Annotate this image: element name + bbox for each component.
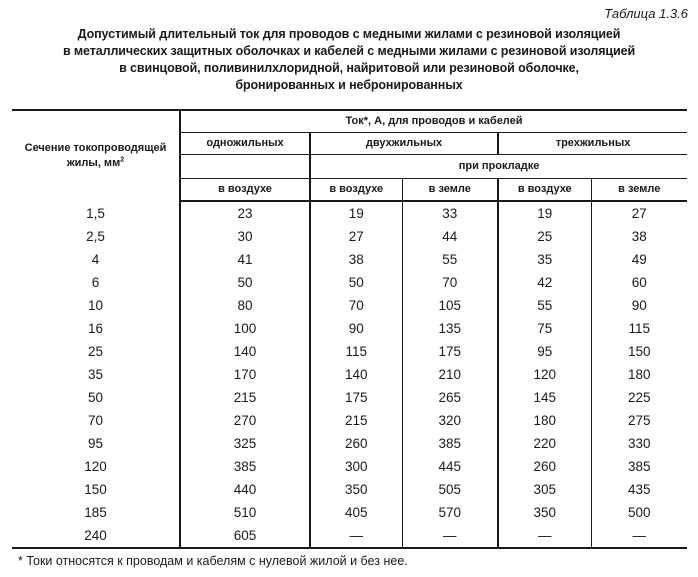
double-ground-cell: 210 [402,363,498,386]
single-air-cell: 50 [180,271,310,294]
double-ground-cell: 570 [402,501,498,524]
section-header-line1: Сечение токопроводящей [24,142,167,154]
single-air-cell: 270 [180,409,310,432]
section-cell: 10 [12,294,180,317]
section-cell: 4 [12,248,180,271]
double-air-cell: 115 [345,344,368,359]
section-cell: 50 [12,386,180,409]
footnote: * Токи относятся к проводам и кабелям с нулевой жилой и без нее. [12,548,687,573]
triple-air-cell: 145 [533,390,557,405]
double-ground-cell: — [402,524,498,548]
section-header-line2: жилы, мм [66,157,121,169]
double-ground-cell: 265 [402,386,498,409]
triple-ground-cell: 38 [591,225,687,248]
table-row [12,501,687,524]
double-air-cell: 300 [344,459,368,474]
table-row [12,248,687,271]
table-row [12,271,687,294]
table-row [12,294,687,317]
double-ground-cell: 55 [402,248,498,271]
section-cell: 25 [12,340,180,363]
table-title [0,26,698,94]
single-air-cell: 440 [180,478,310,501]
triple-in-ground-header: в земле [591,179,687,202]
section-cell: 120 [12,455,180,478]
section-cell: 185 [12,501,180,524]
table-row [12,432,687,455]
table-row [12,363,687,386]
table-row [12,317,687,340]
title-line: Допустимый длительный ток для проводов с медными жилами с резиновой изоляцией [77,27,621,41]
double-ground-cell: 33 [402,201,498,225]
laying-header: при прокладке [310,155,687,179]
single-air-cell: 385 [180,455,310,478]
table-row [12,455,687,478]
triple-air-cell: 42 [537,275,553,290]
section-cell: 150 [12,478,180,501]
single-air-cell: 30 [180,225,310,248]
double-air-cell: — [349,528,363,543]
double-core-header: двухжильных [310,133,498,155]
title-line: бронированных и небронированных [235,78,463,92]
triple-ground-cell: 330 [591,432,687,455]
single-air-cell: 100 [180,317,310,340]
double-air-cell: 19 [348,206,364,221]
double-air-cell: 140 [344,367,368,382]
triple-ground-cell: 435 [591,478,687,501]
triple-air-cell: 19 [537,206,553,221]
triple-ground-cell: 275 [591,409,687,432]
table-row [12,409,687,432]
double-ground-cell: 505 [402,478,498,501]
triple-air-cell: 35 [537,252,553,267]
double-ground-cell: 175 [402,340,498,363]
double-ground-cell: 44 [402,225,498,248]
section-cell: 2,5 [12,225,180,248]
triple-air-cell: 180 [533,413,557,428]
triple-air-cell: 75 [537,321,553,336]
double-air-cell: 350 [344,482,368,497]
triple-ground-cell: 150 [591,340,687,363]
single-air-cell: 510 [180,501,310,524]
double-air-cell: 405 [344,505,368,520]
triple-ground-cell: 115 [591,317,687,340]
section-cell: 6 [12,271,180,294]
current-rating-table [12,109,687,573]
triple-air-cell: 220 [533,436,557,451]
single-in-air-header: в воздухе [180,179,310,202]
triple-ground-cell: 500 [591,501,687,524]
triple-air-cell: 25 [537,229,553,244]
section-cell: 70 [12,409,180,432]
title-line: в металлических защитных оболочках и кабелей с медными жилами с резиновой изоляцией [62,44,636,58]
single-core-header: одножильных [180,133,310,155]
triple-ground-cell: 49 [591,248,687,271]
current-header: Ток*, А, для проводов и кабелей [180,110,687,133]
double-air-cell: 38 [348,252,364,267]
section-header [12,110,180,201]
triple-air-cell: — [538,528,552,543]
single-core-spacer [180,155,310,179]
table-row [12,201,687,225]
single-air-cell: 23 [180,201,310,225]
double-ground-cell: 320 [402,409,498,432]
table-row [12,478,687,501]
triple-air-cell: 260 [533,459,557,474]
double-air-cell: 50 [348,275,364,290]
double-ground-cell: 70 [402,271,498,294]
triple-air-cell: 120 [533,367,557,382]
table-number-label: Таблица 1.3.6 [604,6,688,21]
section-header-superscript: 2 [120,156,125,164]
single-air-cell: 605 [180,524,310,548]
double-ground-cell: 445 [402,455,498,478]
title-line: в свинцовой, поливинилхлоридной, найритовой или резиновой оболочке, [119,61,579,75]
section-cell: 95 [12,432,180,455]
single-air-cell: 325 [180,432,310,455]
double-ground-cell: 105 [402,294,498,317]
triple-ground-cell: 225 [591,386,687,409]
double-in-ground-header: в земле [402,179,498,202]
table-row [12,386,687,409]
section-cell: 1,5 [12,201,180,225]
double-air-cell: 90 [348,321,364,336]
triple-air-cell: 305 [533,482,557,497]
table-row [12,340,687,363]
triple-air-cell: 350 [533,505,557,520]
double-air-cell: 260 [344,436,368,451]
triple-ground-cell: 385 [591,455,687,478]
triple-air-cell: 95 [537,344,553,359]
triple-ground-cell: 27 [591,201,687,225]
double-air-cell: 175 [344,390,368,405]
single-air-cell: 41 [180,248,310,271]
double-in-air-header: в воздухе [310,179,402,202]
single-air-cell: 140 [180,340,310,363]
single-air-cell: 80 [180,294,310,317]
double-ground-cell: 135 [402,317,498,340]
section-cell: 35 [12,363,180,386]
table-row [12,225,687,248]
single-air-cell: 170 [180,363,310,386]
double-ground-cell: 385 [402,432,498,455]
section-cell: 16 [12,317,180,340]
single-air-cell: 215 [180,386,310,409]
double-air-cell: 215 [344,413,368,428]
footnote-row [12,548,687,573]
triple-air-cell: 55 [537,298,553,313]
double-air-cell: 70 [348,298,364,313]
triple-ground-cell: 180 [591,363,687,386]
triple-ground-cell: — [591,524,687,548]
double-air-cell: 27 [348,229,364,244]
triple-core-header: трехжильных [498,133,687,155]
triple-in-air-header: в воздухе [498,179,591,202]
triple-ground-cell: 60 [591,271,687,294]
triple-ground-cell: 90 [591,294,687,317]
section-cell: 240 [12,524,180,548]
table-row [12,524,687,548]
